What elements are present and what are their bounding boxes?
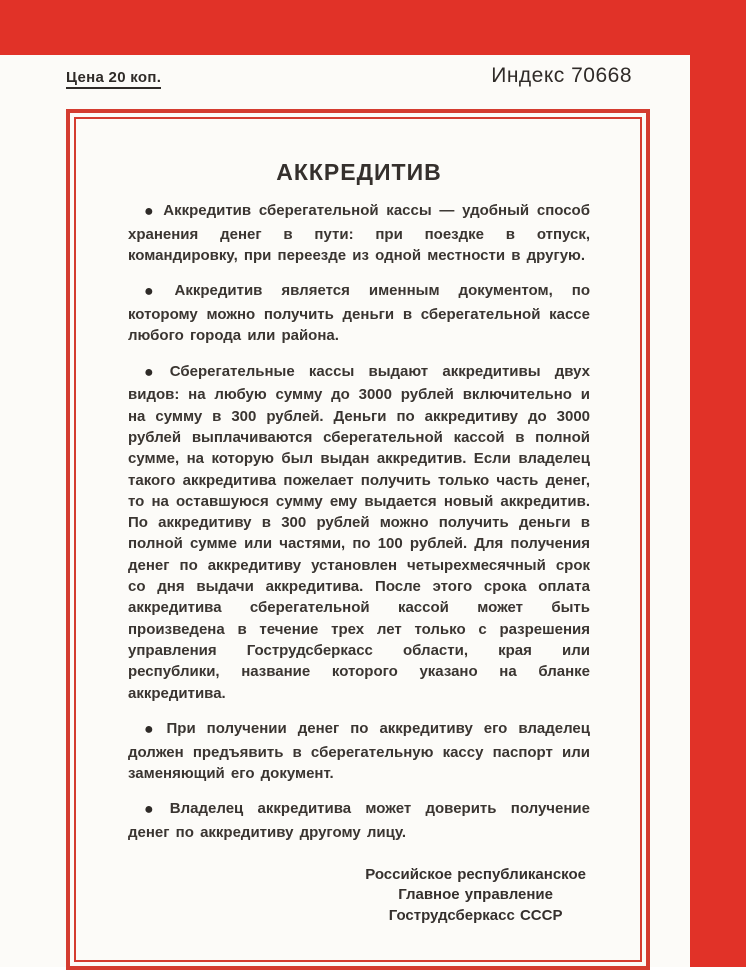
paragraph-text: При получении денег по аккредитиву его владелец должен предъявить в сберегательную кассу паспорт или заменяющий его документ. [128,719,590,782]
bullet-icon: ● [144,283,167,301]
paragraph [128,718,590,784]
paragraph [128,798,590,843]
bullet-icon: ● [144,203,156,220]
decorative-double-frame [66,109,650,970]
red-right-band [690,0,746,967]
signature-line: Гострудсберкасс СССР [388,906,563,924]
signature-block [365,865,586,926]
signature-line: Российское республиканское [365,866,586,884]
paragraph [128,361,590,704]
frame-inner [74,117,642,962]
bullet-icon: ● [144,363,162,381]
price-label: Цена 20 коп. [66,69,161,89]
page-title: АККРЕДИТИВ [276,159,442,185]
bullet-icon: ● [144,720,159,738]
bullet-icon: ● [144,801,162,819]
page-header [66,64,650,89]
paragraph-text: Аккредитив сберегательной кассы — удобный способ хранения денег в пути: при поездке в отпуск, командировку, при переезде из одной местности в другую. [128,202,590,265]
paragraph [128,200,590,266]
paragraph-text: Аккредитив является именным документом, по которому можно получить деньги в сберегательной кассе любого города или района. [128,282,590,345]
red-top-band [0,0,746,55]
signature-line: Главное управление [398,886,553,904]
document-page [66,64,650,970]
paragraph [128,280,590,346]
paragraph-text: Сберегательные кассы выдают аккредитивы двух видов: на любую сумму до 3000 рублей включительно и на сумму в 300 рублей. Деньги по аккредитиву до 3000 рублей выплачиваются сберегательной кассой в полной сумме, на которую был выдан аккредитив. Если владелец такого аккредитива пожелает получить только часть денег, то на оставшуюся сумму ему выдается новый аккредитив. По аккредитиву в 300 рублей можно получить деньги в полной сумме или частями, по 100 рублей. Для получения денег по аккредитиву установлен четырехмесячный срок со дня выдачи аккредитива. После этого срока оплата аккредитива сберегательной кассой может быть произведена в течение трех лет только с разрешения управления Гострудсберкасс области, края или республики, название которого указано на бланке аккредитива. [128,362,591,702]
paragraph-text: Владелец аккредитива может доверить получение денег по аккредитиву другому лицу. [128,800,590,841]
index-label: Индекс 70668 [491,64,632,87]
